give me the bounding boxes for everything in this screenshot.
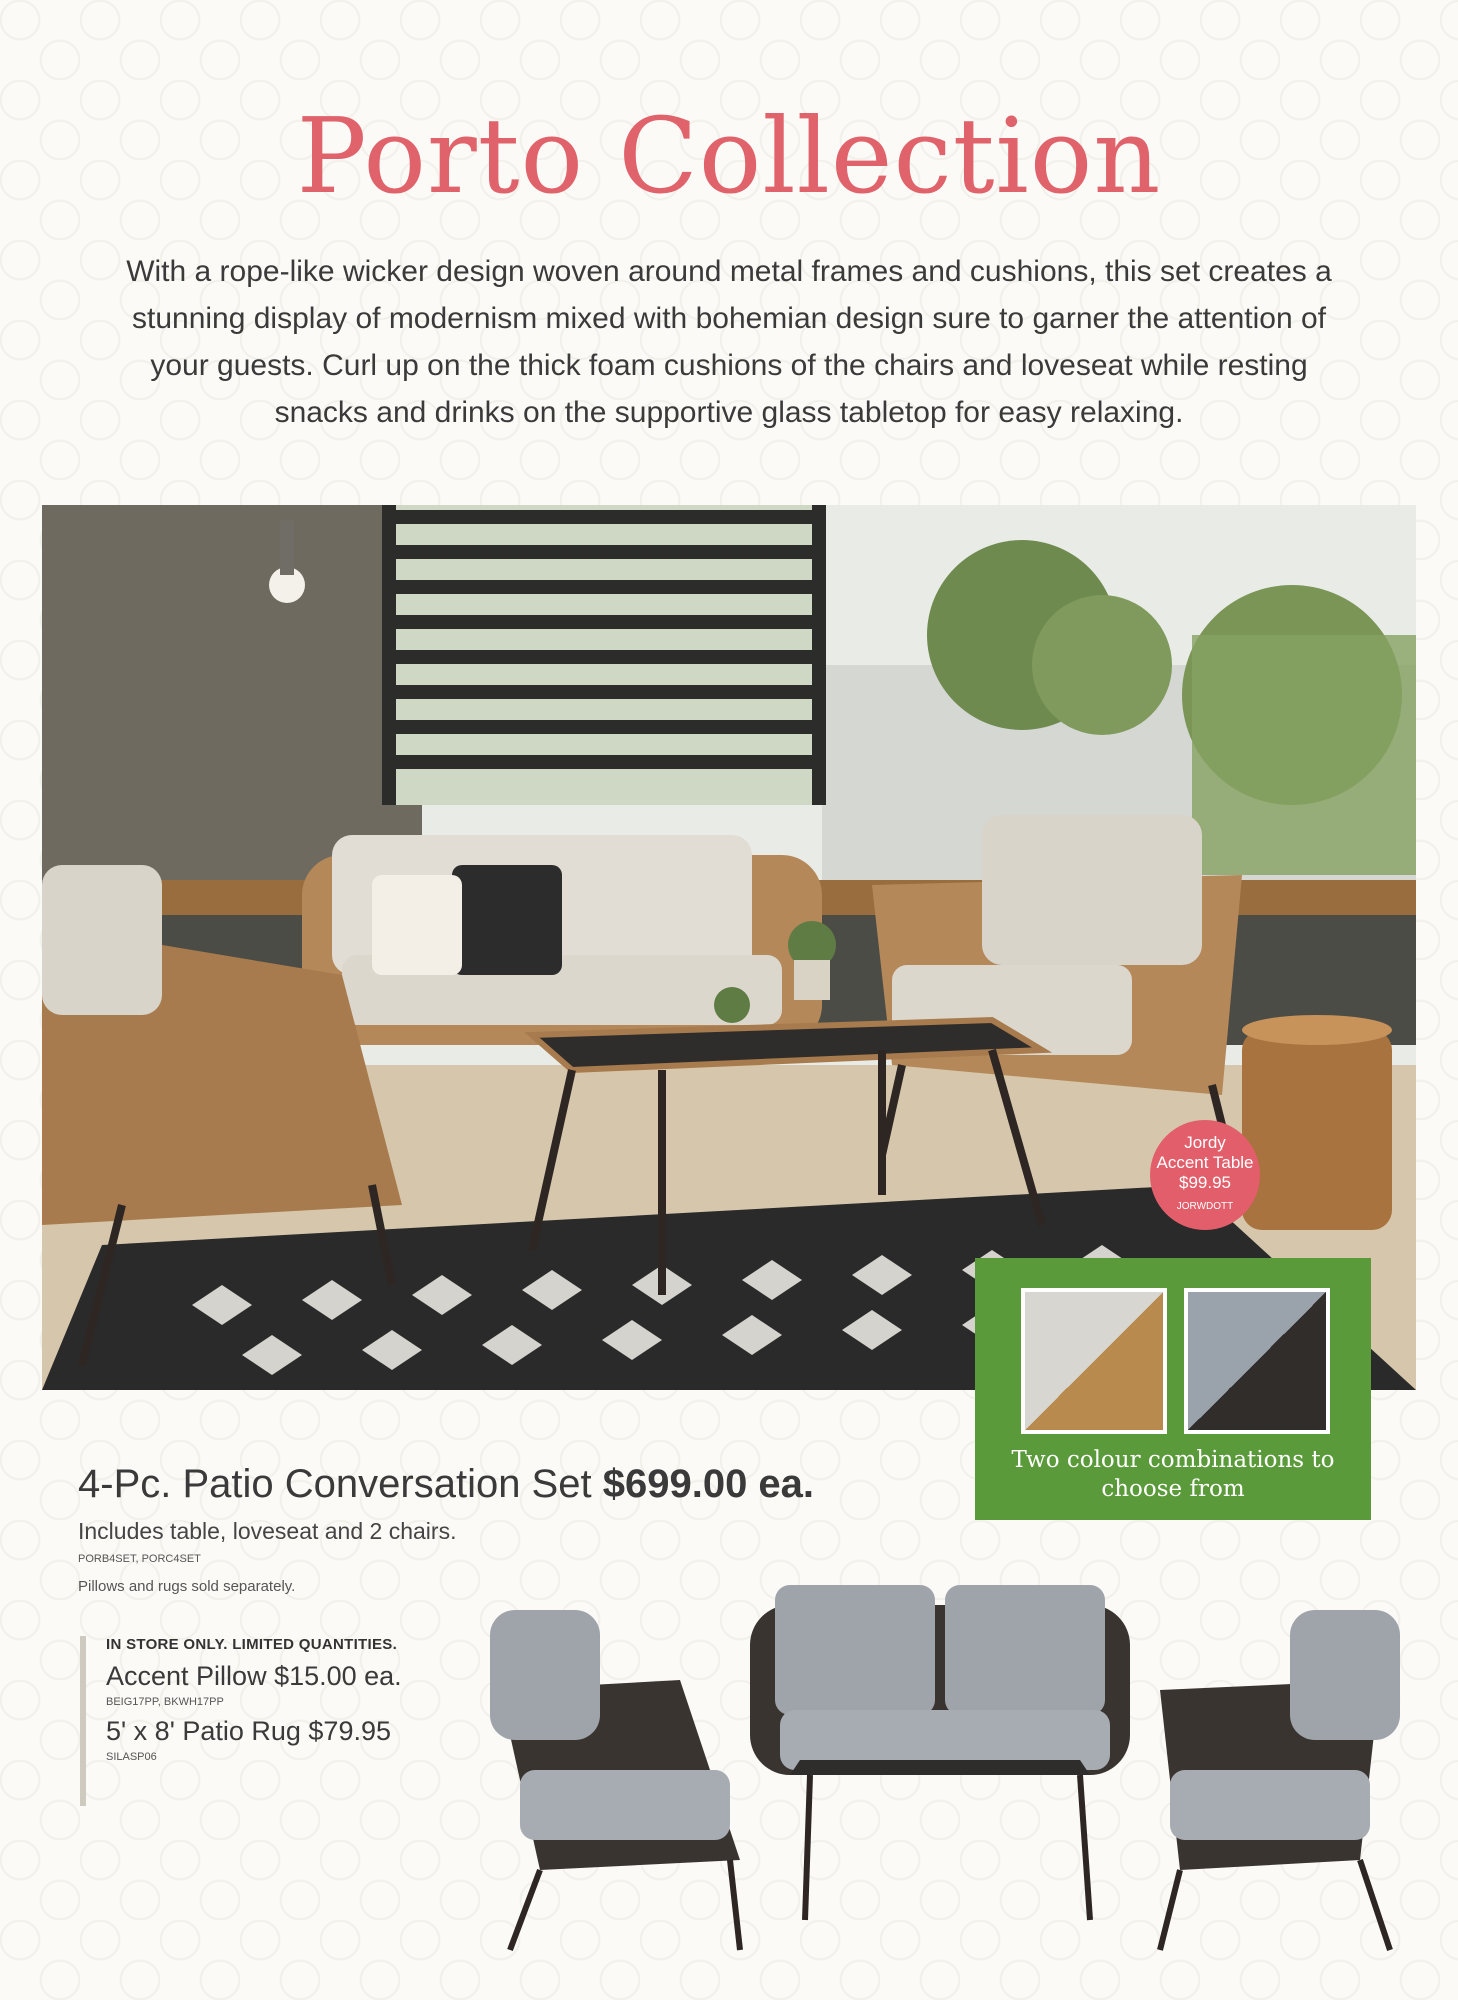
- in-store-header: IN STORE ONLY. LIMITED QUANTITIES.: [106, 1636, 398, 1653]
- in-store-item-pillow: Accent Pillow $15.00 ea.: [106, 1661, 402, 1691]
- page-title: Porto Collection: [296, 95, 1162, 217]
- in-store-box: [80, 1636, 440, 1806]
- colour-options-text: Two colour combinations to choose from: [1011, 1447, 1335, 1502]
- badge-desc: Accent Table: [1156, 1153, 1254, 1172]
- product-cutout-image: [480, 1570, 1420, 1970]
- badge-sku: JORWDOTT: [1176, 1201, 1234, 1212]
- swatch-blue-grey-black: [1184, 1288, 1330, 1434]
- product-title: [78, 1462, 814, 1507]
- badge-name: Jordy: [1184, 1133, 1226, 1152]
- product-name: 4-Pc. Patio Conversation Set: [78, 1462, 592, 1506]
- product-price: $699.00 ea.: [602, 1462, 815, 1506]
- product-includes: Includes table, loveseat and 2 chairs.: [78, 1518, 457, 1544]
- product-skus: PORB4SET, PORC4SET: [78, 1553, 201, 1565]
- intro-paragraph: With a rope-like wicker design woven around metal frames and cushions, this set creates a stunning display of modernism mixed with bohemian design sure to garner the attention of your guests. Curl up on the thick foam cushions of the chairs and loveseat while resting snacks and drinks on the supportive glass tabletop for easy relaxing.: [126, 255, 1332, 429]
- in-store-item-rug-code: SILASP06: [106, 1751, 157, 1763]
- swatch-grey-tan: [1021, 1288, 1167, 1434]
- in-store-item-rug: 5' x 8' Patio Rug $79.95: [106, 1716, 392, 1746]
- badge-price: $99.95: [1179, 1173, 1231, 1192]
- in-store-item-pillow-code: BEIG17PP, BKWH17PP: [106, 1696, 224, 1708]
- product-note: Pillows and rugs sold separately.: [78, 1578, 296, 1595]
- colour-options-panel: [975, 1258, 1371, 1520]
- accent-table-price-badge: [1150, 1120, 1260, 1230]
